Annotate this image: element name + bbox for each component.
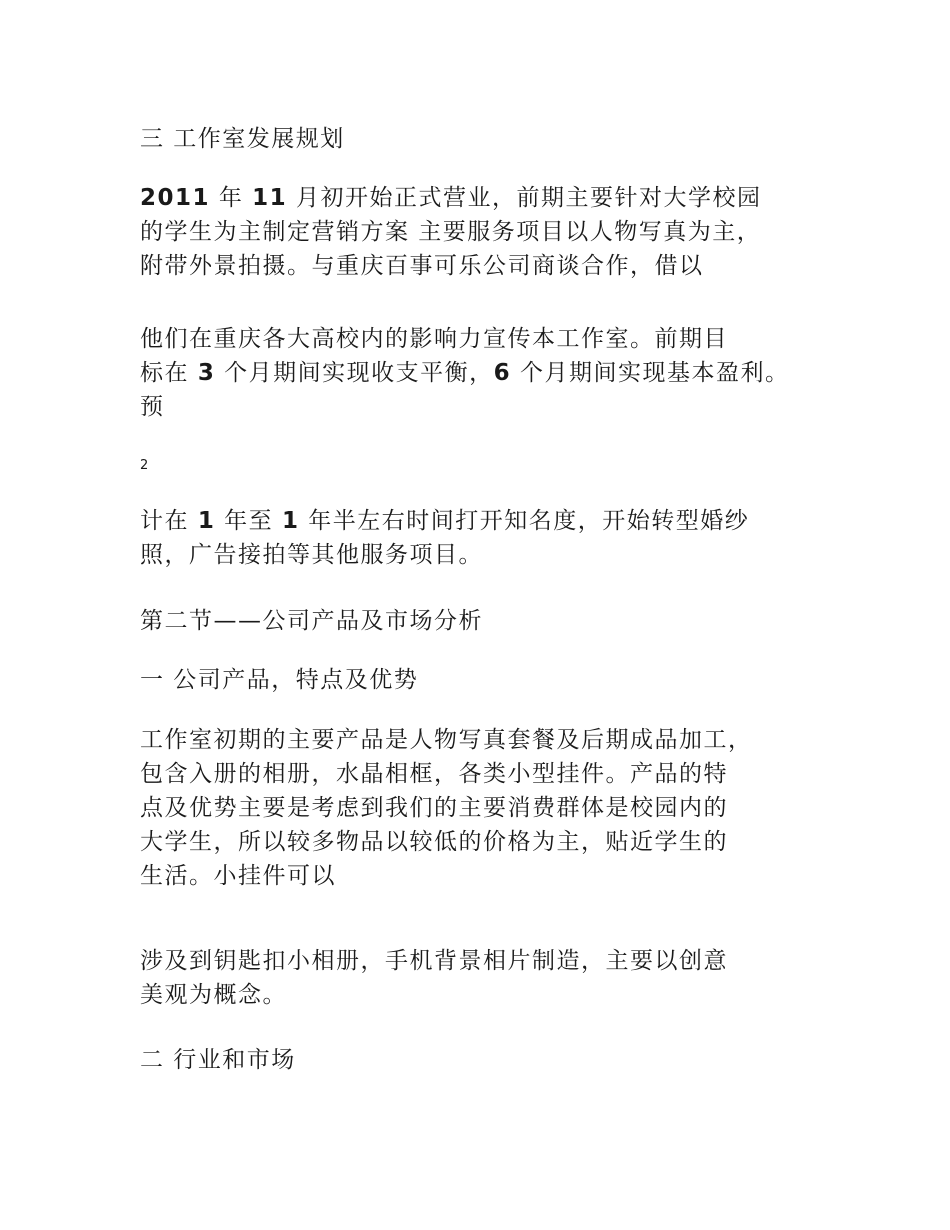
paragraph-business-plan-continued xyxy=(140,322,840,424)
paragraph-products-continued xyxy=(140,944,840,1012)
subheading-products xyxy=(140,663,840,697)
paragraph-line: 他们在重庆各大高校内的影响力宣传本工作室。前期目 xyxy=(140,326,728,352)
paragraph-line: 包含入册的相册，水晶相框，各类小型挂件。产品的特 xyxy=(140,761,728,787)
paragraph-line: 计在 1 年至 1 年半左右时间打开知名度，开始转型婚纱 xyxy=(140,508,750,534)
heading-text: 第二节——公司产品及市场分析 xyxy=(140,608,483,634)
paragraph-line: 大学生，所以较多物品以较低的价格为主，贴近学生的 xyxy=(140,829,728,855)
heading-text: 一 公司产品，特点及优势 xyxy=(140,667,419,693)
paragraph-products xyxy=(140,723,840,893)
paragraph-line: 照，广告接拍等其他服务项目。 xyxy=(140,542,483,568)
section-heading-development-plan xyxy=(140,122,840,156)
paragraph-line: 生活。小挂件可以 xyxy=(140,863,336,889)
paragraph-line: 的学生为主制定营销方案 主要服务项目以人物写真为主， xyxy=(140,219,762,245)
page-number: 2 xyxy=(140,458,149,473)
paragraph-line: 2011 年 11 月初开始正式营业，前期主要针对大学校园 xyxy=(140,185,762,211)
heading-text: 二 行业和市场 xyxy=(140,1047,296,1073)
heading-text: 三 工作室发展规划 xyxy=(140,126,345,152)
paragraph-business-plan xyxy=(140,181,840,283)
paragraph-line: 涉及到钥匙扣小相册，手机背景相片制造，主要以创意 xyxy=(140,948,728,974)
paragraph-line: 工作室初期的主要产品是人物写真套餐及后期成品加工， xyxy=(140,727,753,753)
paragraph-line: 预 xyxy=(140,394,165,420)
paragraph-line: 附带外景拍摄。与重庆百事可乐公司商谈合作，借以 xyxy=(140,253,704,279)
paragraph-line: 美观为概念。 xyxy=(140,982,287,1008)
paragraph-line: 标在 3 个月期间实现收支平衡，6 个月期间实现基本盈利。 xyxy=(140,360,790,386)
paragraph-business-plan-end xyxy=(140,504,840,572)
section-heading-products-market xyxy=(140,604,840,638)
subheading-industry-market xyxy=(140,1043,840,1077)
paragraph-line: 点及优势主要是考虑到我们的主要消费群体是校园内的 xyxy=(140,795,728,821)
